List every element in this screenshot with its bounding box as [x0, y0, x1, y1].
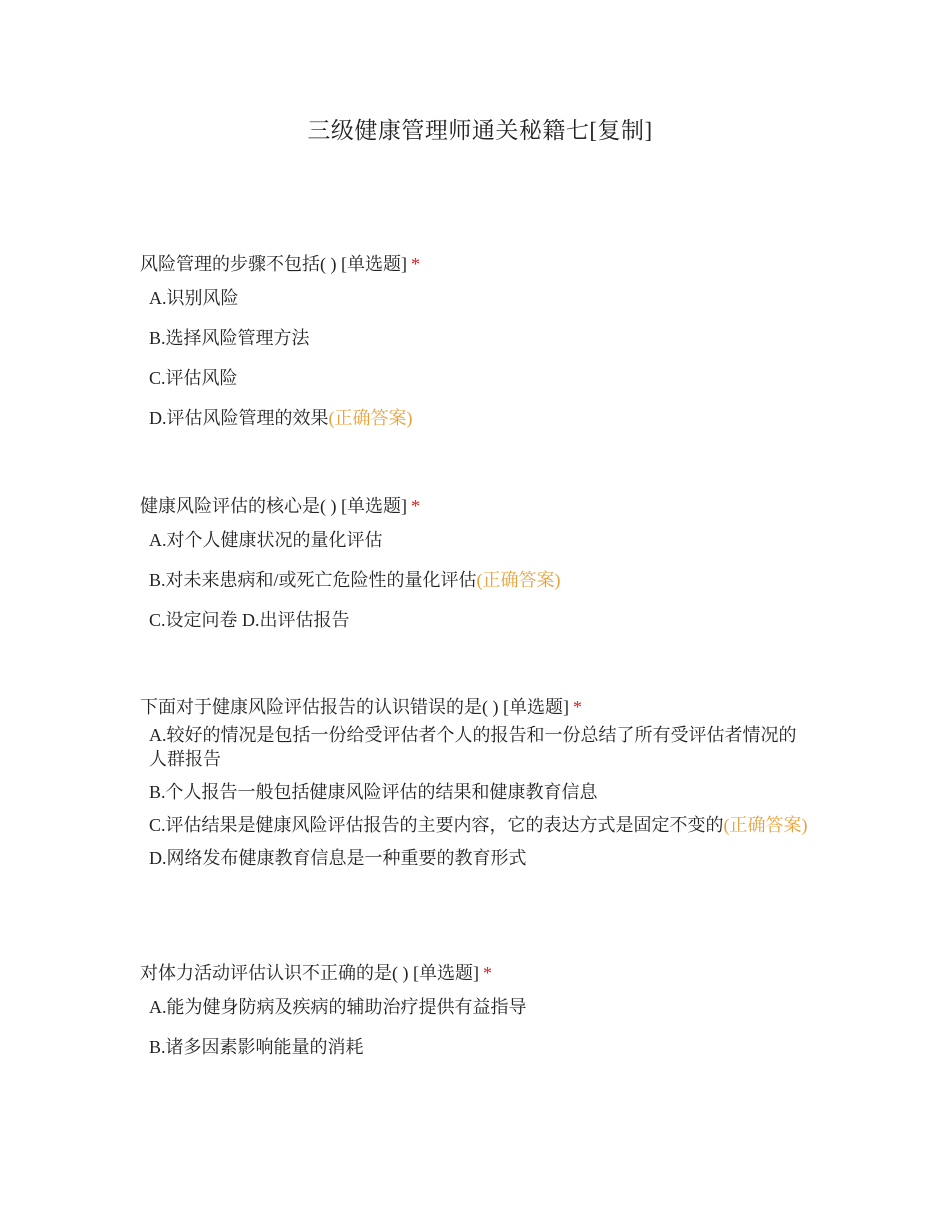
option-c[interactable] — [140, 366, 809, 390]
question-text — [140, 695, 820, 719]
question-1-text: 风险管理的步骤不包括( ) [单选题] — [140, 254, 407, 274]
question-4 — [140, 961, 820, 1075]
option-label: B.个人报告一般包括健康风险评估的结果和健康教育信息 — [149, 782, 598, 802]
option-c[interactable] — [140, 813, 809, 837]
question-text — [140, 961, 820, 985]
option-d[interactable] — [140, 846, 809, 870]
option-c[interactable] — [140, 608, 809, 632]
question-3 — [140, 695, 820, 879]
option-label: C.评估结果是健康风险评估报告的主要内容，它的表达方式是固定不变的 — [149, 815, 724, 835]
option-a[interactable] — [140, 995, 809, 1019]
option-d[interactable] — [140, 406, 809, 430]
question-3-text: 下面对于健康风险评估报告的认识错误的是( ) [单选题] — [140, 697, 569, 717]
page-title: 三级健康管理师通关秘籍七[复制] — [307, 118, 653, 143]
option-b[interactable] — [140, 326, 809, 350]
option-label: C.评估风险 — [149, 368, 238, 388]
correct-answer-tag: (正确答案) — [476, 570, 561, 590]
option-label: A.能为健身防病及疾病的辅助治疗提供有益指导 — [149, 997, 527, 1017]
option-label: A.较好的情况是包括一份给受评估者个人的报告和一份总结了所有受评估者情况的人群报告 — [149, 725, 797, 769]
option-a[interactable] — [140, 286, 809, 310]
option-label: A.识别风险 — [149, 288, 239, 308]
option-b[interactable] — [140, 568, 809, 592]
question-4-text: 对体力活动评估认识不正确的是( ) [单选题] — [140, 963, 479, 983]
option-b[interactable] — [140, 1035, 809, 1059]
correct-answer-tag: (正确答案) — [328, 408, 413, 428]
option-label: D.评估风险管理的效果 — [149, 408, 329, 428]
option-label: A.对个人健康状况的量化评估 — [149, 530, 383, 550]
option-label: B.对未来患病和/或死亡危险性的量化评估 — [149, 570, 477, 590]
question-text — [140, 252, 820, 276]
required-mark: * — [572, 697, 582, 717]
option-label: B.选择风险管理方法 — [149, 328, 310, 348]
question-text — [140, 494, 820, 518]
option-label: D.网络发布健康教育信息是一种重要的教育形式 — [149, 848, 527, 868]
required-mark: * — [410, 496, 420, 516]
option-a[interactable] — [140, 528, 809, 552]
required-mark: * — [410, 254, 420, 274]
option-label: C.设定问卷 D.出评估报告 — [149, 610, 350, 630]
option-a[interactable] — [140, 723, 809, 771]
option-b[interactable] — [140, 780, 809, 804]
correct-answer-tag: (正确答案) — [723, 815, 808, 835]
question-2 — [140, 494, 820, 648]
required-mark: * — [482, 963, 492, 983]
option-label: B.诸多因素影响能量的消耗 — [149, 1037, 364, 1057]
question-2-text: 健康风险评估的核心是( ) [单选题] — [140, 496, 407, 516]
question-1 — [140, 252, 820, 446]
